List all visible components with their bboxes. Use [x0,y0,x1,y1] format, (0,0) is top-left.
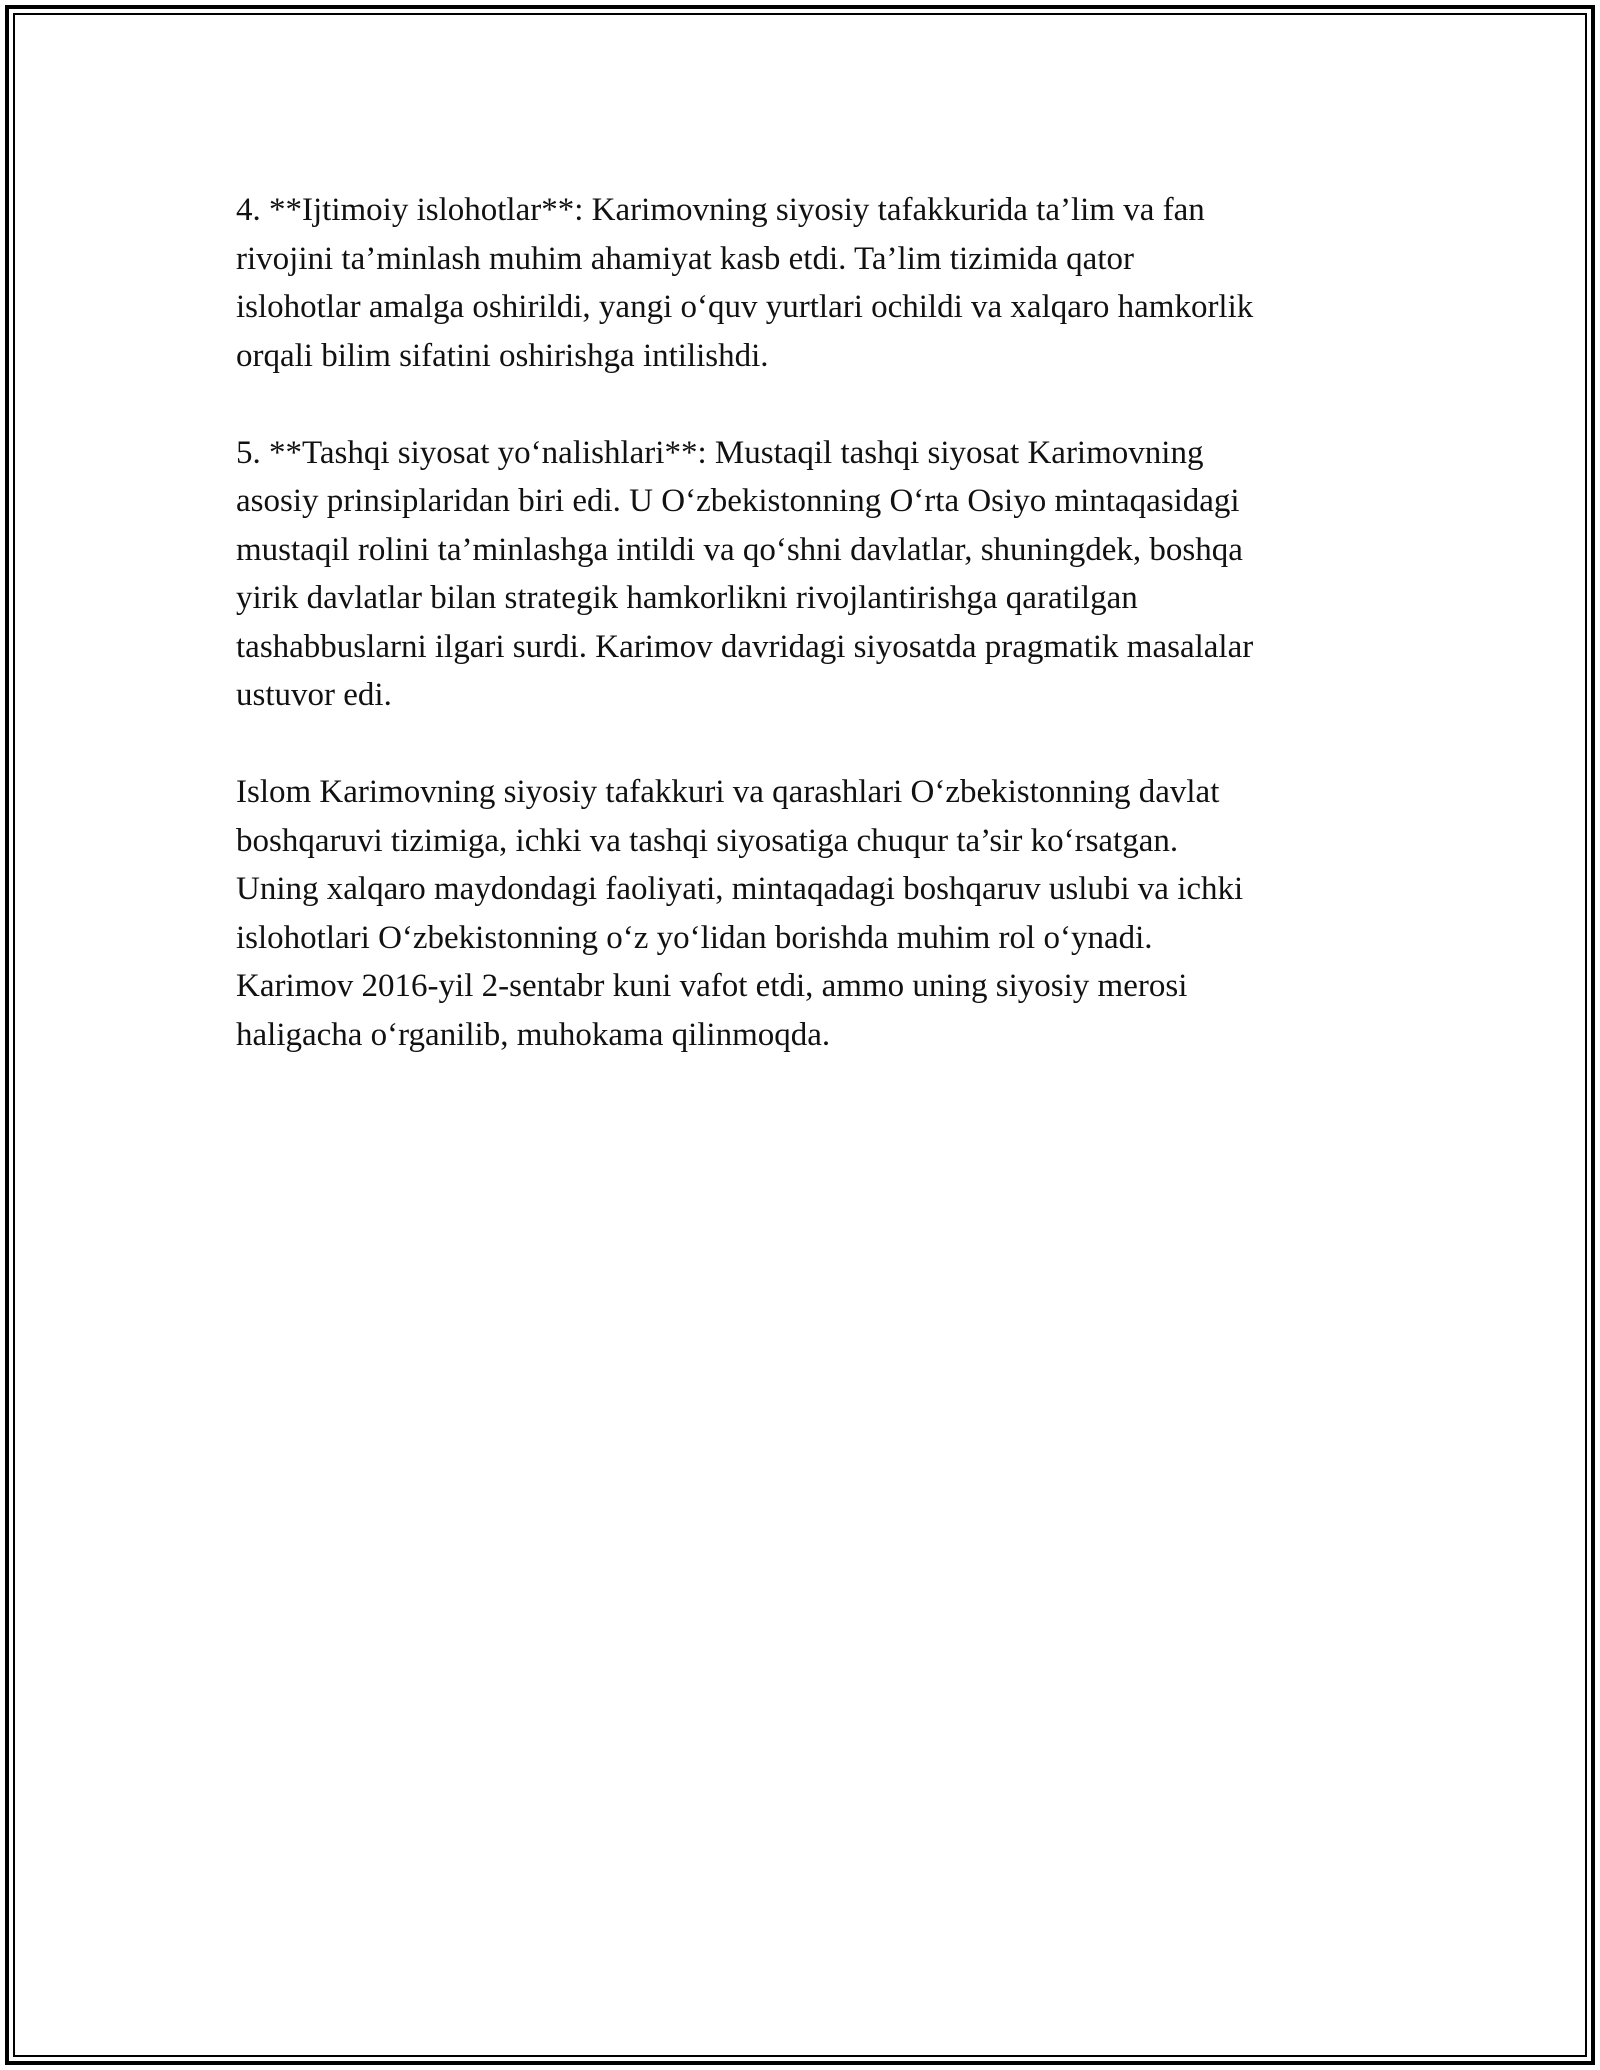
text-line: islohotlari O‘zbekistonning o‘z yo‘lidan borishda muhim rol o‘ynadi. [236,919,1153,956]
text-line: Uning xalqaro maydondagi faoliyati, mintaqadagi boshqaruv uslubi va ichki [236,871,1244,907]
text-line: yirik davlatlar bilan strategik hamkorlikni rivojlantirishga qaratilgan [236,580,1138,616]
text-line: rivojini ta’minlash muhim ahamiyat kasb etdi. Ta’lim tizimida qator [236,240,1134,277]
text-line: Karimov 2016-yil 2-sentabr kuni vafot etdi, ammo uning siyosiy merosi [236,968,1188,1004]
text-line: Islom Karimovning siyosiy tafakkuri va qarashlari O‘zbekistonning davlat [236,774,1220,810]
text-line: orqali bilim sifatini oshirishga intilishdi. [236,337,769,374]
text-line: boshqaruvi tizimiga, ichki va tashqi siyosatiga chuqur ta’sir ko‘rsatgan. [236,822,1179,859]
text-line: mustaqil rolini ta’minlashga intildi va qo‘shni davlatlar, shuningdek, boshqa [236,531,1243,568]
paragraph-social-reforms [236,186,1386,380]
text-line: ustuvor edi. [236,677,392,713]
text-line: islohotlar amalga oshirildi, yangi o‘quv yurtlari ochildi va xalqaro hamkorlik [236,289,1254,325]
document-body [236,186,1386,1108]
text-line: tashabbuslarni ilgari surdi. Karimov davridagi siyosatda pragmatik masalalar [236,628,1254,665]
text-line: 4. **Ijtimoiy islohotlar**: Karimovning siyosiy tafakkurida ta’lim va fan [236,192,1205,228]
text-line: 5. **Tashqi siyosat yo‘nalishlari**: Mustaqil tashqi siyosat Karimovning [236,434,1204,471]
paragraph-conclusion [236,768,1386,1059]
paragraph-foreign-policy [236,429,1386,720]
text-line: haligacha o‘rganilib, muhokama qilinmoqda. [236,1016,831,1053]
text-line: asosiy prinsiplaridan biri edi. U O‘zbekistonning O‘rta Osiyo mintaqasidagi [236,483,1240,519]
